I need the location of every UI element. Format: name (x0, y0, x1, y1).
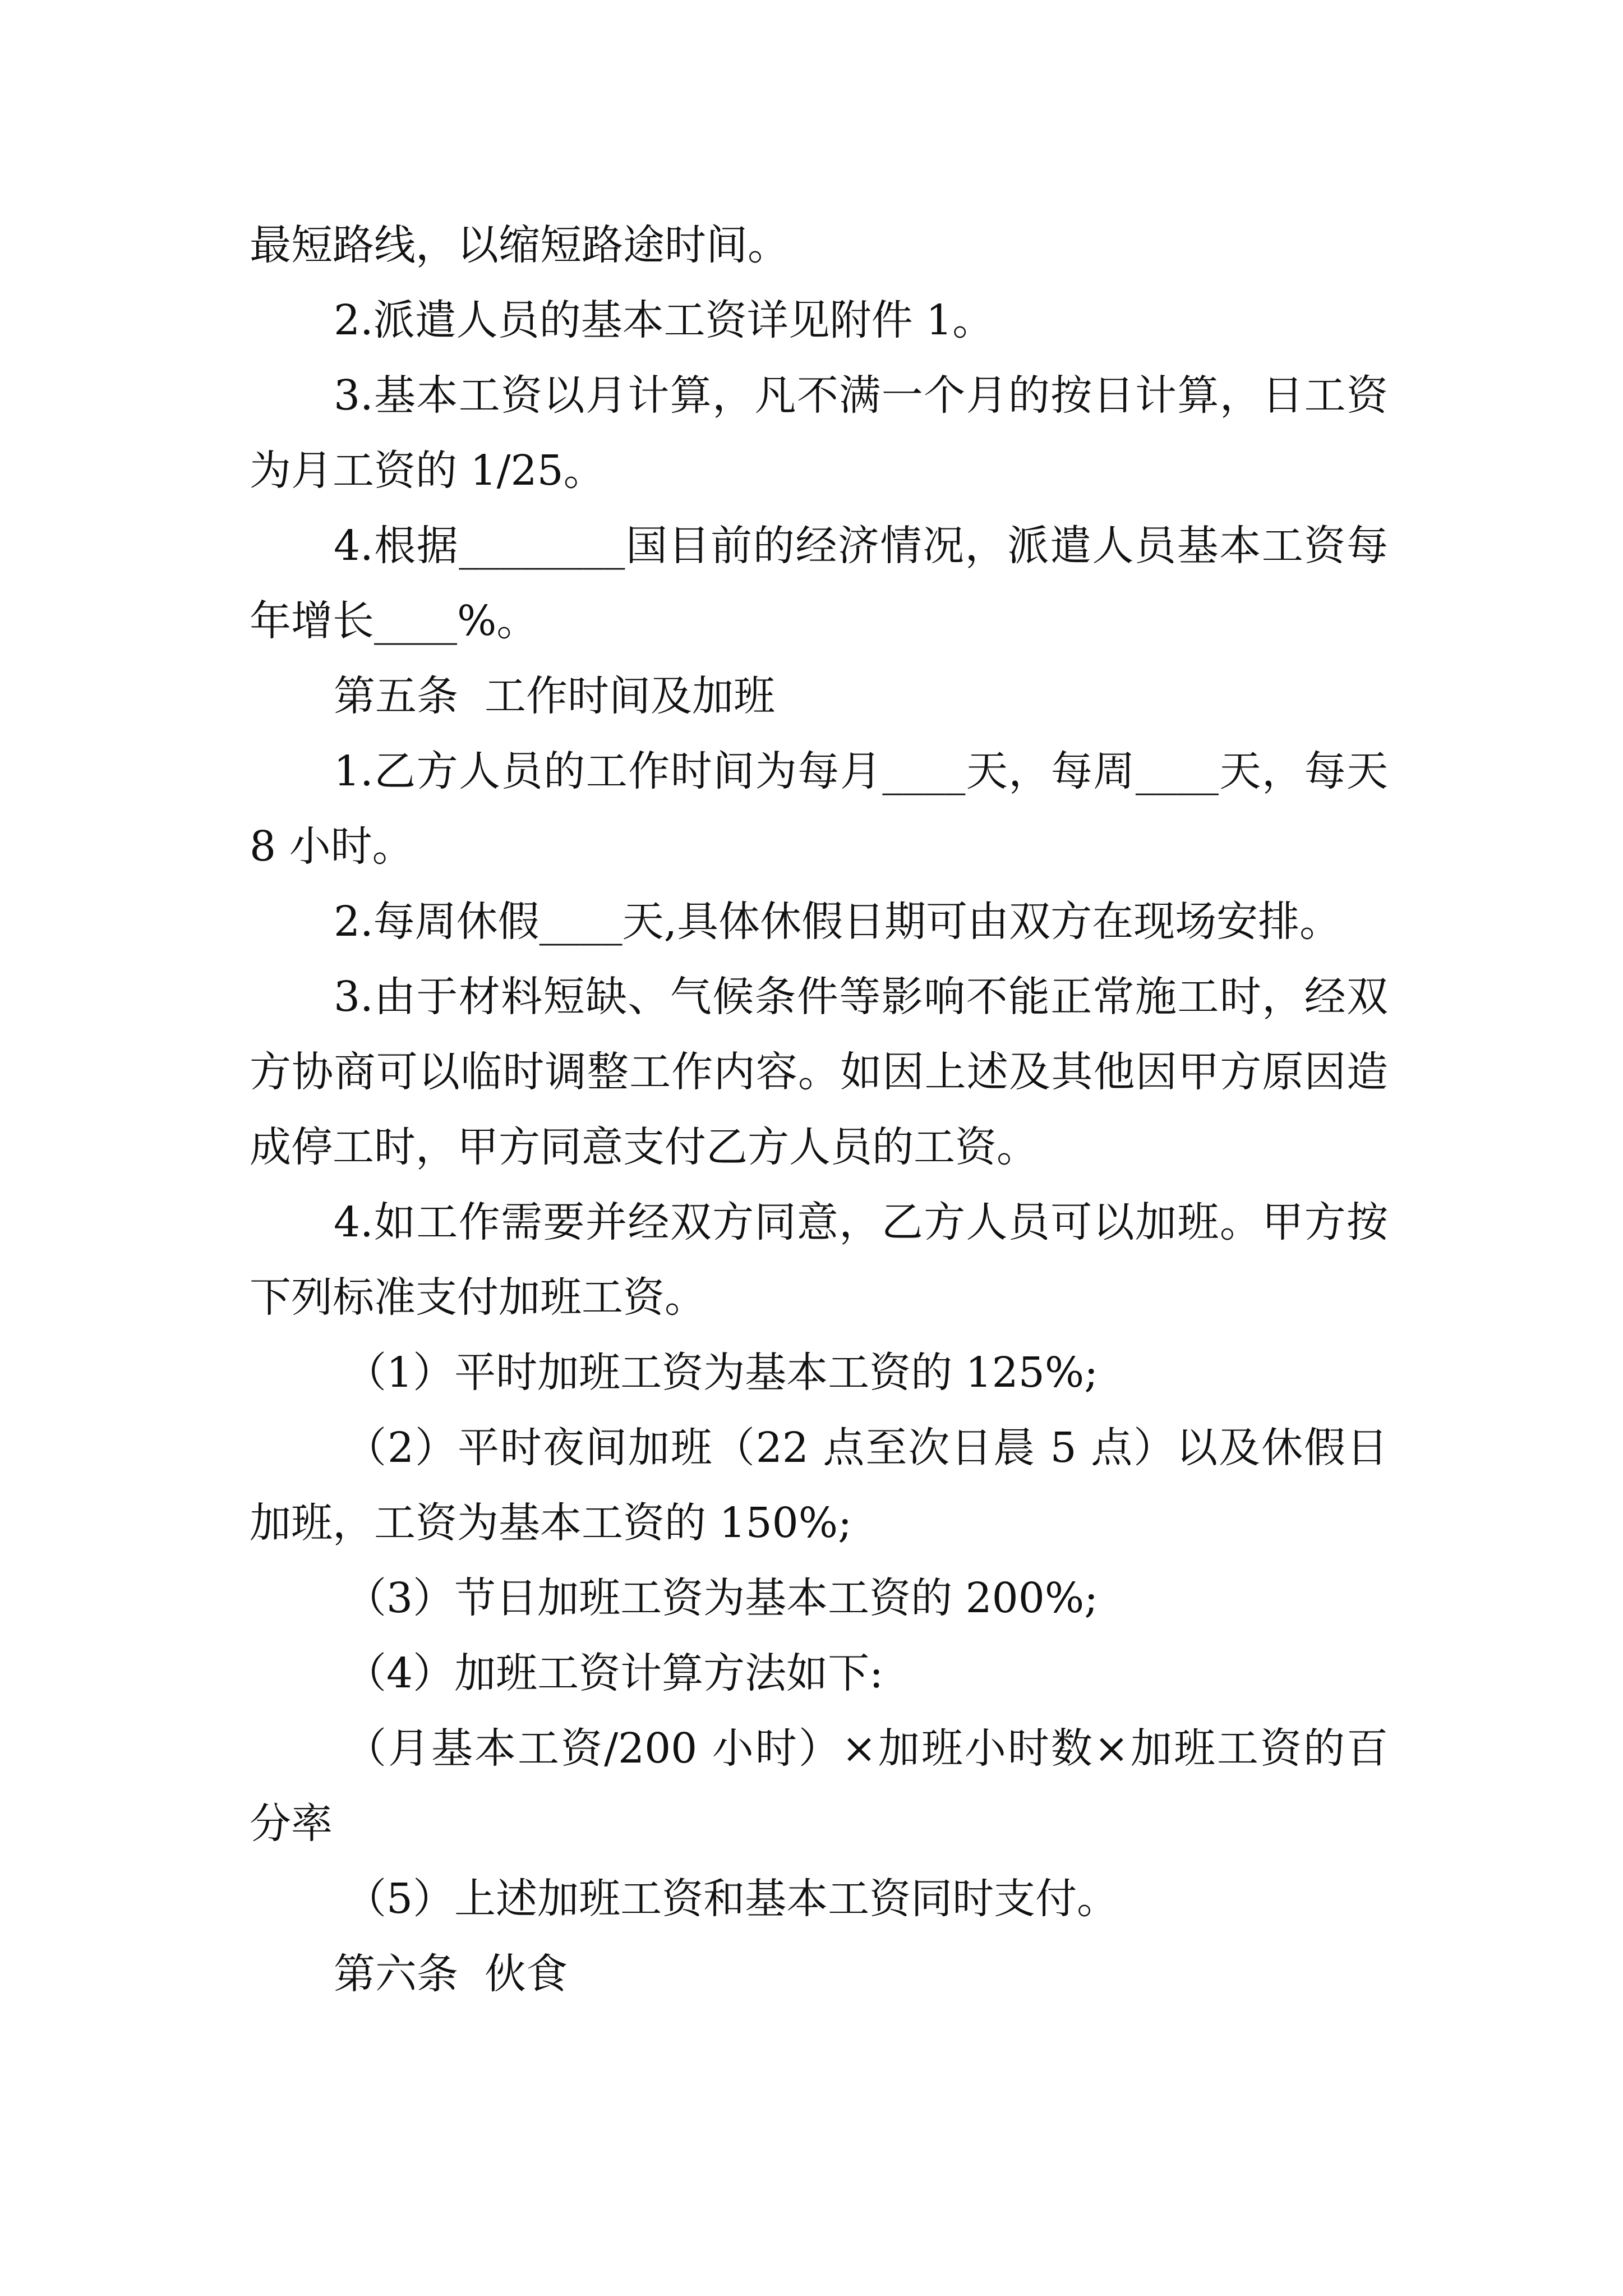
paragraph: 3.基本工资以月计算，凡不满一个月的按日计算，日工资为月工资的 1/25。 (250, 371, 1388, 495)
paragraph: 最短路线，以缩短路途时间。 (250, 221, 789, 269)
document-body (250, 208, 1401, 2012)
list-item: （1）平时加班工资为基本工资的 125%; (345, 1349, 1099, 1397)
paragraph: 4.如工作需要并经双方同意，乙方人员可以加班。甲方按下列标准支付加班工资。 (250, 1198, 1388, 1322)
list-item: （5）上述加班工资和基本工资同时支付。 (345, 1875, 1119, 1923)
section-heading: 第五条 工作时间及加班 (334, 672, 776, 720)
section-heading: 第六条 伙食 (334, 1950, 568, 1998)
paragraph: 4.根据________国目前的经济情况，派遣人员基本工资每年增长____%。 (250, 522, 1388, 645)
paragraph: 2.派遣人员的基本工资详见附件 1。 (334, 296, 994, 344)
list-item: （3）节日加班工资为基本工资的 200%; (345, 1574, 1099, 1622)
paragraph: 1.乙方人员的工作时间为每月____天，每周____天，每天 8 小时。 (250, 747, 1401, 871)
paragraph: 3.由于材料短缺、气候条件等影响不能正常施工时，经双方协商可以临时调整工作内容。如因上述及其他因甲方原因造成停工时，甲方同意支付乙方人员的工资。 (250, 973, 1388, 1171)
list-item: （2）平时夜间加班（22 点至次日晨 5 点）以及休假日加班，工资为基本工资的 150%; (250, 1424, 1388, 1547)
list-item: （4）加班工资计算方法如下: (345, 1649, 884, 1697)
paragraph: 2.每周休假____天,具体休假日期可由双方在现场安排。 (334, 898, 1341, 946)
formula-line: （月基本工资/200 小时）×加班小时数×加班工资的百分率 (250, 1724, 1388, 1848)
